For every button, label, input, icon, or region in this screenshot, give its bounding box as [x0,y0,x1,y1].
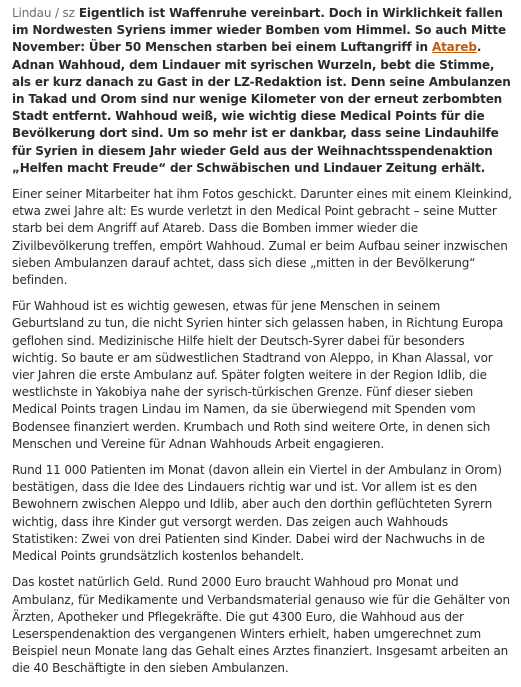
article-body [12,5,512,687]
body-paragraph: Einer seiner Mitarbeiter hat ihm Fotos geschickt. Darunter eines mit einem Kleinkind, etwa zwei Jahre alt: Es wurde verletzt in den Medical Point gebracht – seine Mutter starb bei dem Angriff auf Atareb. Dass die Bomben immer wieder die Zivilbevölkerung treffen, empört Wahhoud. Zumal er beim Aufbau seiner inzwischen sieben Ambulanzen darauf achtet, dass sich diese „mitten in der Bevölkerung“ befinden. [12,187,512,288]
dateline: Lindau / sz [12,6,75,20]
body-paragraph: Das kostet natürlich Geld. Rund 2000 Euro braucht Wahhoud pro Monat und Ambulanz, für Medikamente und Verbandsmaterial genauso wie für die Gehälter von Ärzten, Apotheker und Pflegekräfte. Die gut 4300 Euro, die Wahhoud aus der Leserspendenaktion des vergangenen Winters erhielt, haben umgerechnet zum Beispiel neun Monate lang das Gehalt eines Arztes finanziert. Insgesamt arbeiten an die 40 Beschäftigte in den sieben Ambulanzen. [12,575,510,676]
atareb-link[interactable]: Atareb [431,40,477,55]
lead-text-part1: Eigentlich ist Waffenruhe vereinbart. Doch in Wirklichkeit fallen im Nordwesten Syriens immer wieder Bomben vom Himmel. So auch Mitte November: Über 50 Menschen starben bei einem Luftangriff in [12,6,506,55]
lead-paragraph [12,5,512,177]
body-paragraph: Für Wahhoud ist es wichtig gewesen, etwas für jene Menschen in seinem Geburtsland zu tun, die nicht Syrien hinter sich gelassen haben, in Richtung Europa geflohen sind. Medizinische Hilfe hielt der Deutsch-Syrer dabei für besonders wichtig. So baute er am südwestlichen Stadtrand von Aleppo, in Khan Alassal, vor vier Jahren die erste Ambulanz auf. Später folgten weitere in der Region Idlib, die westlichste in Yakobiya nahe der syrisch-türkischen Grenze. Fünf dieser sieben Medical Points tragen Lindau im Namen, da sie überwiegend mit Spenden vom Bodensee finanziert werden. Krumbach und Roth sind weitere Orte, in denen sich Menschen und Vereine für Adnan Wahhouds Arbeit engagieren. [12,299,504,451]
body-paragraph: Rund 11 000 Patienten im Monat (davon allein ein Viertel in der Ambulanz in Orom) bestätigen, dass die Idee des Lindauers richtig war und ist. Vor allem ist es den Bewohnern zwischen Aleppo und Idlib, aber auch den dorthin geflüchteten Syrern wichtig, dass ihre Kinder gut versorgt werden. Das zeigen auch Wahhouds Statistiken: Zwei von drei Patienten sind Kinder. Dabei wird der Nachwuchs in de Medical Points grundsätzlich kostenlos behandelt. [12,463,502,564]
lead-text-part2: . Adnan Wahhoud, dem Lindauer mit syrischen Wurzeln, bebt die Stimme, als er kurz danach zu Gast in der LZ-Redaktion ist. Denn seine Ambulanzen in Takad und Orom sind nur wenige Kilometer von der erneut zerbombten Stadt entfernt. Wahhoud weiß, wie wichtig diese Medical Points für die Bevölkerung dort sind. Um so mehr ist er dankbar, dass seine Lindauhilfe für Syrien in diesem Jahr wieder Geld aus der Weihnachtsspendenaktion „Helfen macht Freude“ der Schwäbischen und Lindauer Zeitung erhält. [12,40,511,175]
